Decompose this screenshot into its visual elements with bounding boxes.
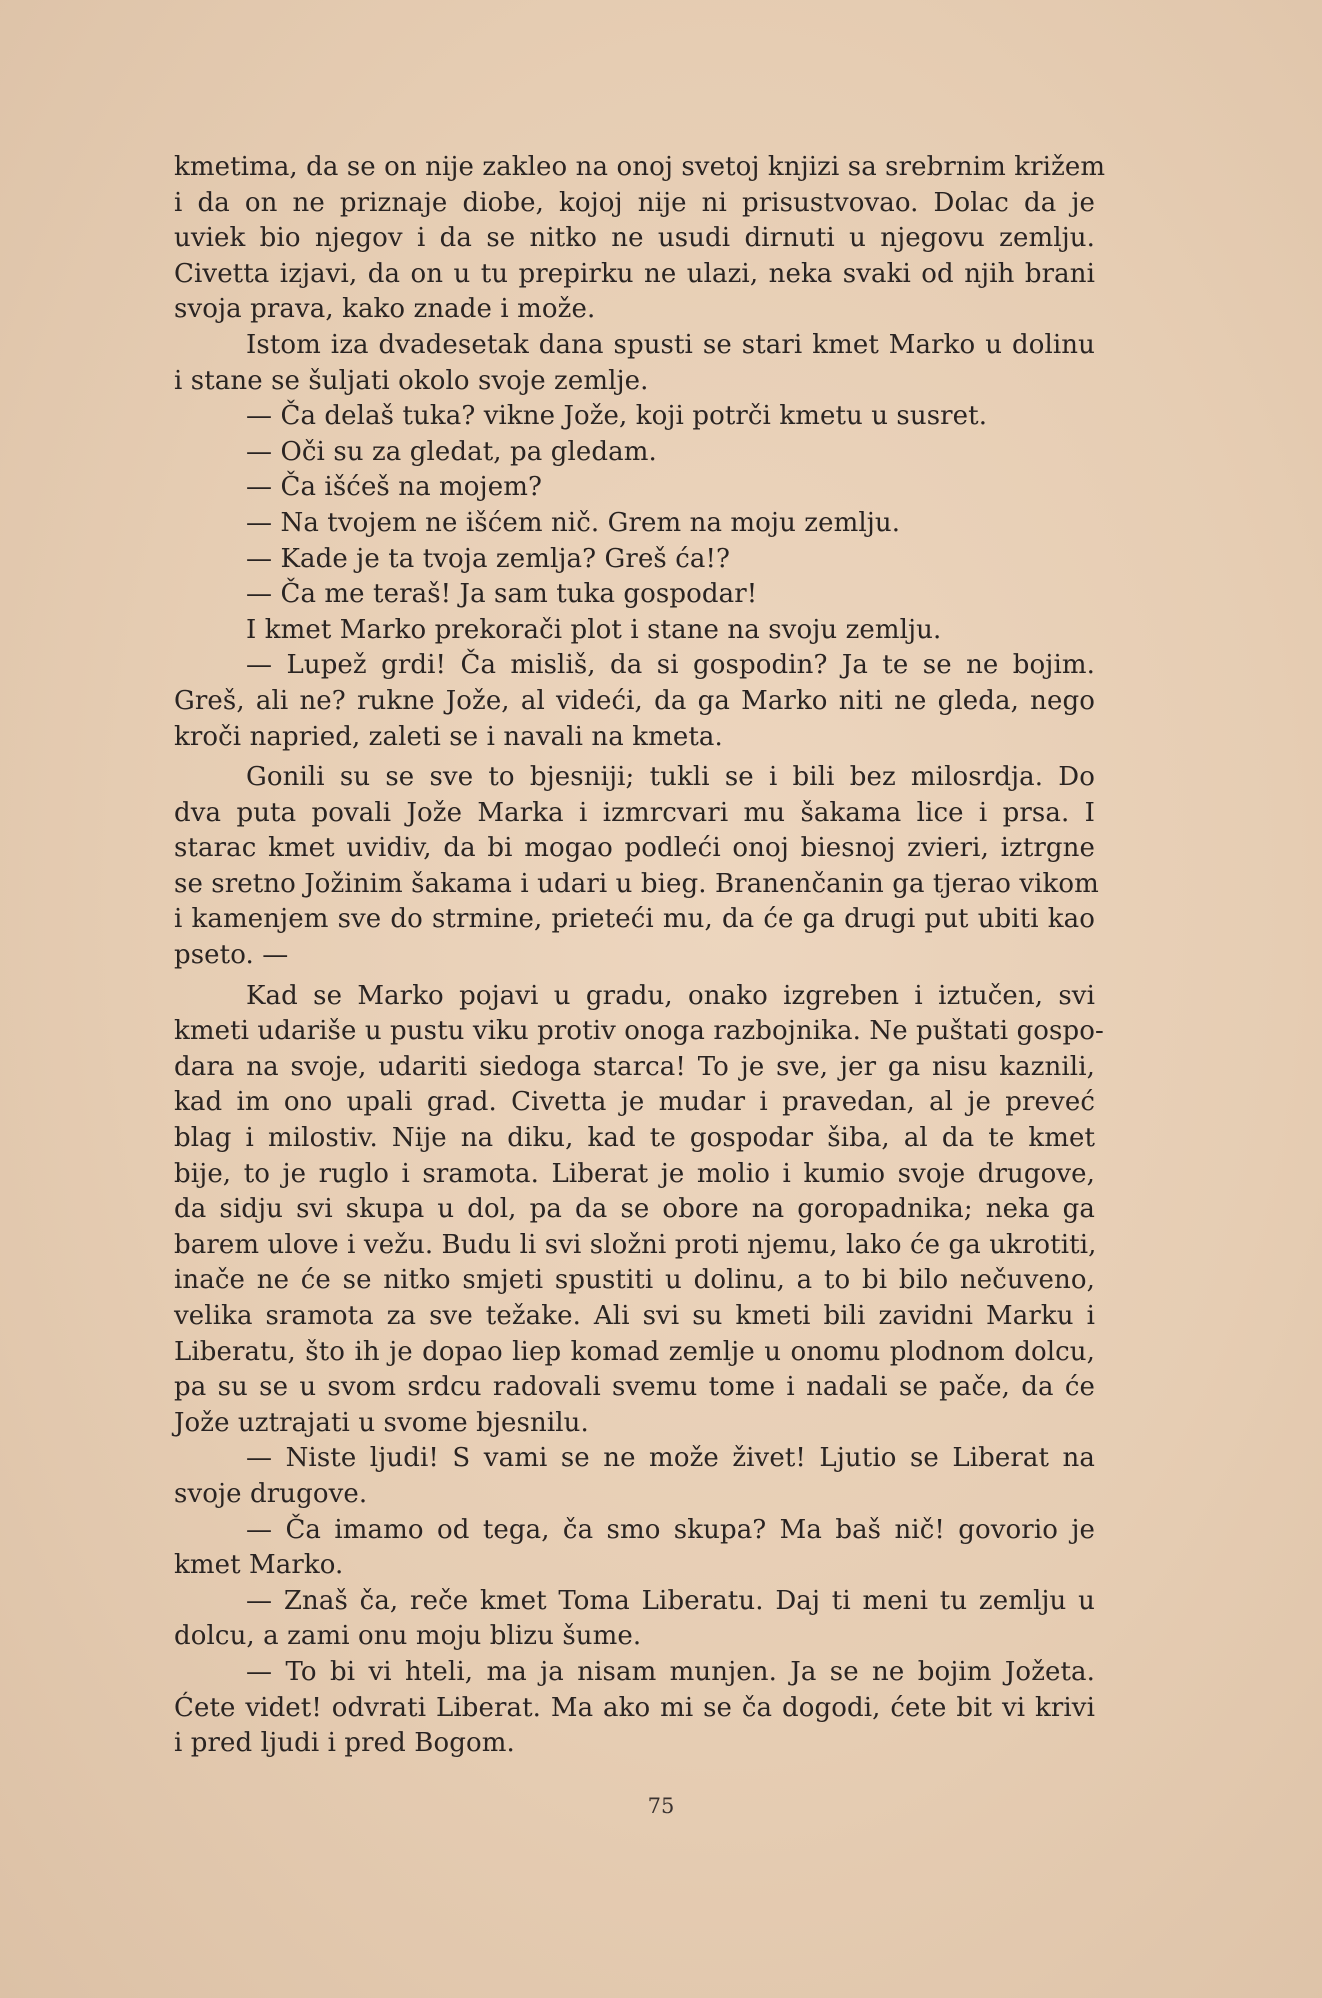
text-line: dara na svoje, udariti siedoga starca! To je sve, jer ga nisu kaznili, [174,1051,1095,1082]
text-line: Civetta izjavi, da on u tu prepirku ne ulazi, neka svaki od njih brani [174,258,1095,289]
text-line: Greš, ali ne? rukne Jože, al videći, da ga Marko niti ne gleda, nego [174,685,1095,716]
text-line: Kad se Marko pojavi u gradu, onako izgreben i iztučen, svi [246,980,1095,1011]
text-line: pseto. — [174,940,289,971]
dialogue-line: — Znaš ča, reče kmet Toma Liberatu. Daj ti meni tu zemlju u [246,1585,1095,1616]
text-line: da sidju svi skupa u dol, pa da se obore na goropadnika; neka ga [174,1194,1095,1225]
dialogue-line: — To bi vi hteli, ma ja nisam munjen. Ja se ne bojim Jožeta. [246,1656,1095,1687]
text-line: kmeti udariše u pustu viku protiv onoga razbojnika. Ne puštati gospo- [174,1016,1104,1047]
text-line: Istom iza dvadesetak dana spusti se stari kmet Marko u dolinu [246,329,1095,360]
text-line: kmetima, da se on nije zakleo na onoj svetoj knjizi sa srebrnim križem [174,152,1106,182]
text-line: Ćete videt! odvrati Liberat. Ma ako mi se ča dogodi, ćete bit vi krivi [174,1692,1095,1723]
text-line: kmet Marko. [174,1550,344,1581]
text-line: kroči napried, zaleti se i navali na kmeta. [174,721,723,752]
text-line: dolcu, a zami onu moju blizu šume. [174,1621,642,1652]
text-line: starac kmet uvidiv, da bi mogao podleći onoj biesnoj zvieri, iztrgne [174,833,1095,864]
text-line: svoje drugove. [174,1478,368,1509]
dialogue-line: — Ča me teraš! Ja sam tuka gospodar! [246,579,758,610]
text-line: dva puta povali Jože Marka i izmrcvari mu šakama lice i prsa. I [174,797,1095,828]
dialogue-line: — Oči su za gledat, pa gledam. [246,436,657,467]
text-line: barem ulove i vežu. Budu li svi složni proti njemu, lako će ga ukrotiti, [174,1229,1097,1260]
text-line: velika sramota za sve težake. Ali svi su kmeti bili zavidni Marku i [174,1301,1095,1331]
text-line: i stane se šuljati okolo svoje zemlje. [174,365,649,396]
dialogue-line: — Ča imamo od tega, ča smo skupa? Ma baš nič! govorio je [246,1514,1095,1545]
text-line: kad im ono upali grad. Civetta je mudar i pravedan, al je preveć [174,1087,1095,1118]
text-line: i da on ne priznaje diobe, kojoj nije ni prisustvovao. Dolac da je [174,187,1095,218]
text-line: uviek bio njegov i da se nitko ne usudi dirnuti u njegovu zemlju. [174,223,1095,254]
page-number: 75 [647,1794,675,1818]
text-line: se sretno Jožinim šakama i udari u bieg. Branenčanin ga tjerao vikom [174,868,1099,899]
dialogue-line: — Niste ljudi! S vami se ne može živet! Ljutio se Liberat na [246,1443,1095,1474]
text-line: Jože uztrajati u svome bjesnilu. [174,1407,589,1438]
text-line: svoja prava, kako znade i može. [174,294,596,325]
text-line: inače ne će se nitko smjeti spustiti u dolinu, a to bi bilo nečuveno, [174,1265,1095,1296]
text-line: i kamenjem sve do strmine, prieteći mu, da će ga drugi put ubiti kao [174,904,1095,935]
text-line: pa su se u svom srdcu radovali svemu tome i nadali se pače, da će [174,1372,1095,1403]
dialogue-line: — Ča išćeš na mojem? [246,472,542,503]
dialogue-line: — Na tvojem ne išćem nič. Grem na moju zemlju. [246,507,901,538]
page-body-text [174,150,1106,1762]
text-line: I kmet Marko prekorači plot i stane na svoju zemlju. [246,614,942,645]
dialogue-line: — Lupež grdi! Ča misliš, da si gospodin? Ja te se ne bojim. [246,650,1095,681]
text-line: Liberatu, što ih je dopao liep komad zemlje u onomu plodnom dolcu, [174,1336,1095,1367]
dialogue-line: — Kade je ta tvoja zemlja? Greš ća!? [246,543,731,574]
text-line: i pred ljudi i pred Bogom. [174,1728,515,1759]
dialogue-line: — Ča delaš tuka? vikne Jože, koji potrči kmetu u susret. [246,401,988,432]
text-line: Gonili su se sve to bjesniji; tukli se i bili bez milosrdja. Do [246,762,1095,793]
text-line: blag i milostiv. Nije na diku, kad te gospodar šiba, al da te kmet [174,1123,1095,1154]
text-line: bije, to je ruglo i sramota. Liberat je molio i kumio svoje drugove, [174,1158,1095,1189]
